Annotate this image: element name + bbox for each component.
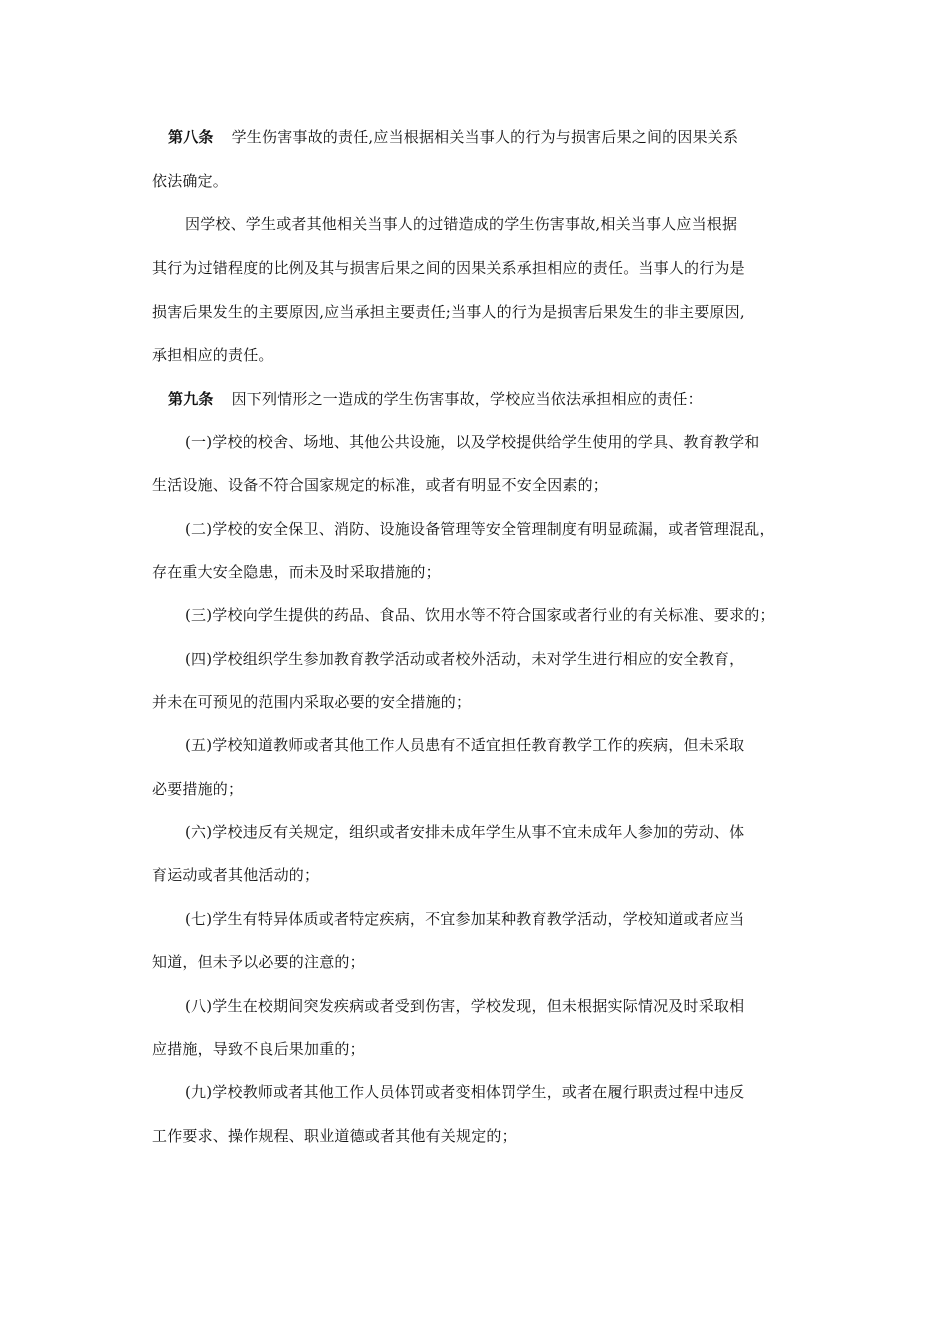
article-9-line-1 (168, 389, 703, 409)
article-8-line-6: 承担相应的责任。 (152, 346, 274, 364)
article-9-line-10: 必要措施的； (152, 780, 244, 798)
article-8-line-5: 损害后果发生的主要原因,应当承担主要责任;当事人的行为是损害后果发生的非主要原因, (152, 303, 745, 321)
article-8-line-4: 其行为过错程度的比例及其与损害后果之间的因果关系承担相应的责任。当事人的行为是 (152, 259, 745, 277)
article-9-line-17: (九)学校教师或者其他工作人员体罚或者变相体罚学生，或者在履行职责过程中违反 (185, 1083, 745, 1101)
article-9-line-12: 育运动或者其他活动的； (152, 866, 320, 884)
article-9-line-4: (二)学校的安全保卫、消防、设施设备管理等安全管理制度有明显疏漏，或者管理混乱， (185, 520, 775, 538)
article-9-line-6: (三)学校向学生提供的药品、食品、饮用水等不符合国家或者行业的有关标准、要求的； (185, 606, 775, 624)
article-9-line-8: 并未在可预见的范围内采取必要的安全措施的； (152, 693, 472, 711)
article-9-line-7: (四)学校组织学生参加教育教学活动或者校外活动，未对学生进行相应的安全教育， (185, 650, 745, 668)
article-9-line-9: (五)学校知道教师或者其他工作人员患有不适宜担任教育教学工作的疾病，但未采取 (185, 736, 745, 754)
article-9-line-2: (一)学校的校舍、场地、其他公共设施，以及学校提供给学生使用的学具、教育教学和 (185, 433, 760, 451)
article-9-line-14: 知道，但未予以必要的注意的； (152, 953, 365, 971)
article-8-line-1 (168, 127, 738, 147)
article-9-line-15: (八)学生在校期间突发疾病或者受到伤害，学校发现，但未根据实际情况及时采取相 (185, 997, 745, 1015)
article-8-line-3: 因学校、学生或者其他相关当事人的过错造成的学生伤害事故,相关当事人应当根据 (185, 215, 738, 233)
article-8-text: 学生伤害事故的责任,应当根据相关当事人的行为与损害后果之间的因果关系 (231, 128, 739, 146)
article-9-line-3: 生活设施、设备不符合国家规定的标准，或者有明显不安全因素的； (152, 476, 609, 494)
article-8-line-2: 依法确定。 (152, 172, 229, 190)
article-9-line-16: 应措施，导致不良后果加重的； (152, 1040, 365, 1058)
article-8-heading: 第八条 (168, 128, 214, 146)
article-9-heading: 第九条 (168, 390, 214, 408)
article-9-text: 因下列情形之一造成的学生伤害事故，学校应当依法承担相应的责任： (231, 390, 703, 408)
article-9-line-5: 存在重大安全隐患，而未及时采取措施的； (152, 563, 441, 581)
article-9-line-11: (六)学校违反有关规定，组织或者安排未成年学生从事不宜未成年人参加的劳动、体 (185, 823, 745, 841)
article-9-line-18: 工作要求、操作规程、职业道德或者其他有关规定的； (152, 1127, 517, 1145)
article-9-line-13: (七)学生有特异体质或者特定疾病，不宜参加某种教育教学活动，学校知道或者应当 (185, 910, 745, 928)
